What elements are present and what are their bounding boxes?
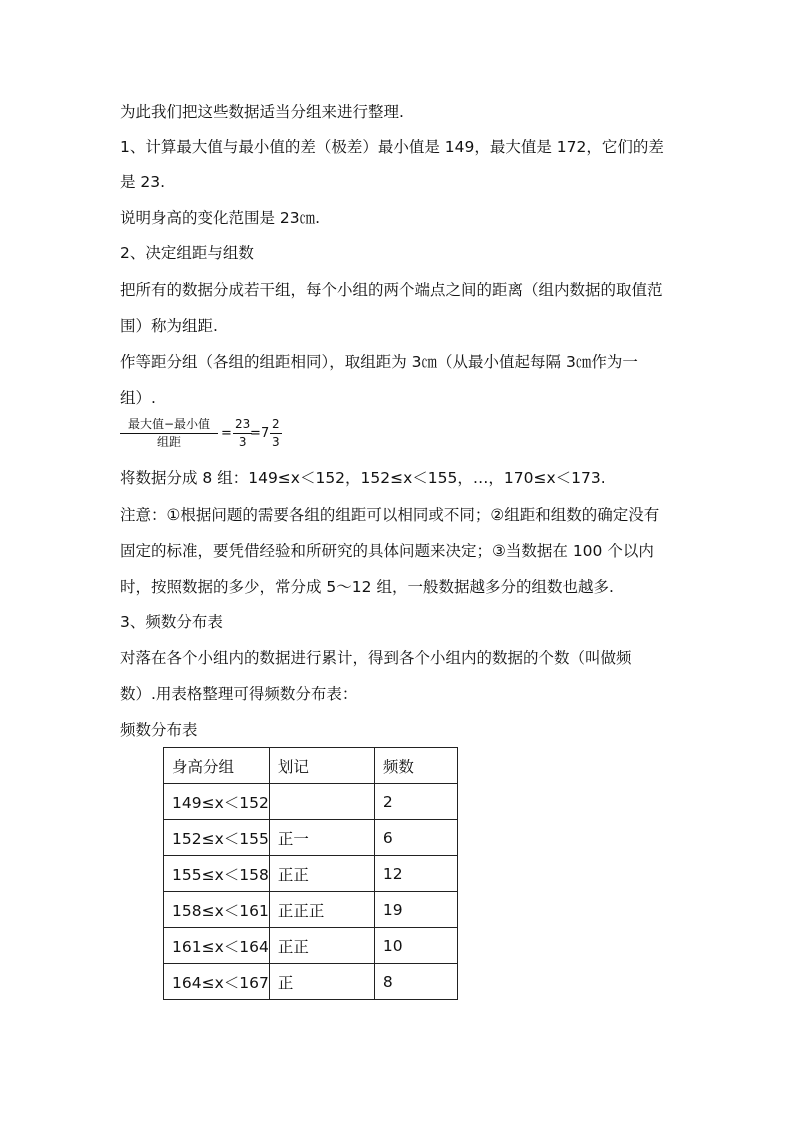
- formula-den3: 3: [272, 435, 280, 449]
- frequency-table: [163, 747, 458, 1000]
- formula-equals-2: =: [250, 426, 261, 441]
- paragraph-note-line3: 时，按照数据的多少，常分成 5～12 组，一般数据越多分的组数也越多.: [120, 578, 614, 596]
- cell-frequency: 6: [374, 820, 457, 856]
- formula-num2: 23: [233, 416, 252, 434]
- cell-tally: 正一: [269, 820, 374, 856]
- formula-num3: 2: [270, 416, 282, 434]
- paragraph-eight-groups: 将数据分成 8 组：149≤x＜152，152≤x＜155，…，170≤x＜173.: [120, 469, 606, 487]
- paragraph-frequency-line2: 数）.用表格整理可得频数分布表：: [120, 685, 358, 703]
- cell-group: 161≤x＜164: [164, 928, 270, 964]
- heading-step-3: 3、频数分布表: [120, 613, 223, 631]
- formula-den2: 3: [238, 435, 247, 449]
- cell-tally: [269, 784, 374, 820]
- table-caption: 频数分布表: [120, 721, 198, 739]
- cell-tally: 正正: [269, 856, 374, 892]
- table-row: [164, 784, 458, 820]
- paragraph-range-line1: 1、计算最大值与最小值的差（极差）最小值是 149，最大值是 172，它们的差: [120, 138, 664, 156]
- formula-numerator: 最大值−最小值: [120, 416, 218, 434]
- cell-tally: 正正: [269, 928, 374, 964]
- table-row: [164, 820, 458, 856]
- cell-group: 155≤x＜158: [164, 856, 270, 892]
- cell-tally: 正: [269, 964, 374, 1000]
- formula-denominator: 组距: [156, 435, 181, 449]
- cell-frequency: 2: [374, 784, 457, 820]
- table-header-row: [164, 748, 458, 784]
- cell-group: 158≤x＜161: [164, 892, 270, 928]
- paragraph-equal-groups-line1: 作等距分组（各组的组距相同），取组距为 3㎝（从最小值起每隔 3㎝作为一: [120, 353, 638, 371]
- paragraph-note-line1: 注意：①根据问题的需要各组的组距可以相同或不同；②组距和组数的确定没有: [120, 506, 660, 524]
- cell-group: 152≤x＜155: [164, 820, 270, 856]
- paragraph-frequency-line1: 对落在各个小组内的数据进行累计，得到各个小组内的数据的个数（叫做频: [120, 649, 632, 667]
- header-height-group: 身高分组: [164, 748, 270, 784]
- paragraph-intro: 为此我们把这些数据适当分组来进行整理.: [120, 103, 404, 121]
- table-row: [164, 964, 458, 1000]
- cell-group: 149≤x＜152: [164, 784, 270, 820]
- cell-frequency: 8: [374, 964, 457, 1000]
- table-row: [164, 892, 458, 928]
- cell-frequency: 10: [374, 928, 457, 964]
- header-frequency: 频数: [374, 748, 457, 784]
- paragraph-range-line2: 是 23.: [120, 173, 166, 191]
- cell-tally: 正正正: [269, 892, 374, 928]
- cell-frequency: 12: [374, 856, 457, 892]
- cell-group: 164≤x＜167: [164, 964, 270, 1000]
- header-tally: 划记: [269, 748, 374, 784]
- paragraph-note-line2: 固定的标准，要凭借经验和所研究的具体问题来决定；③当数据在 100 个以内: [120, 542, 654, 560]
- formula-fraction-3: [270, 416, 282, 451]
- table-row: [164, 928, 458, 964]
- paragraph-range-meaning: 说明身高的变化范围是 23㎝.: [120, 209, 321, 227]
- heading-step-2: 2、决定组距与组数: [120, 244, 254, 262]
- paragraph-equal-groups-line2: 组）.: [120, 389, 156, 407]
- formula-fraction-main: [120, 416, 218, 451]
- table-row: [164, 856, 458, 892]
- formula-equals-1: =: [221, 426, 232, 441]
- cell-frequency: 19: [374, 892, 457, 928]
- paragraph-interval-line1: 把所有的数据分成若干组，每个小组的两个端点之间的距离（组内数据的取值范: [120, 281, 663, 299]
- formula-integer: 7: [261, 426, 270, 441]
- paragraph-interval-line2: 围）称为组距.: [120, 317, 218, 335]
